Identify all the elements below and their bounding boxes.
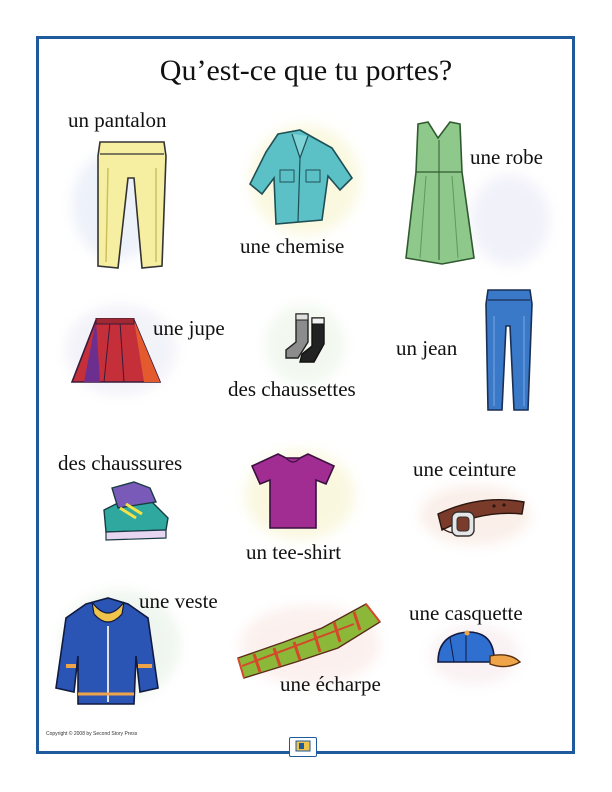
jeans-illustration bbox=[484, 286, 534, 414]
jacket-illustration bbox=[52, 596, 162, 708]
label-jupe: une jupe bbox=[153, 316, 225, 340]
book-icon bbox=[290, 738, 316, 756]
glow-robe bbox=[470, 175, 550, 265]
publisher-logo bbox=[289, 737, 317, 757]
label-chaussettes: des chaussettes bbox=[228, 377, 356, 401]
pants-illustration bbox=[94, 138, 170, 272]
tshirt-illustration bbox=[250, 450, 336, 532]
label-pantalon: un pantalon bbox=[68, 108, 167, 132]
shoes-illustration bbox=[98, 480, 172, 544]
label-echarpe: une écharpe bbox=[280, 672, 381, 696]
label-veste: une veste bbox=[139, 589, 218, 613]
label-ceinture: une ceinture bbox=[413, 457, 517, 481]
socks-illustration bbox=[282, 312, 334, 366]
shirt-illustration bbox=[248, 128, 356, 228]
label-teeshirt: un tee-shirt bbox=[246, 540, 342, 564]
label-jean: un jean bbox=[396, 336, 458, 360]
scarf-illustration bbox=[234, 600, 382, 682]
dress-illustration bbox=[402, 120, 476, 266]
cap-illustration bbox=[430, 630, 522, 674]
poster-title: Qu’est-ce que tu portes? bbox=[159, 54, 453, 87]
label-robe: une robe bbox=[470, 145, 543, 169]
label-casquette: une casquette bbox=[409, 601, 523, 625]
copyright-text: Copyright © 2008 by Second Story Press bbox=[46, 731, 138, 737]
label-chemise: une chemise bbox=[240, 234, 345, 258]
skirt-illustration bbox=[70, 318, 162, 390]
label-chaussures: des chaussures bbox=[58, 451, 183, 475]
belt-illustration bbox=[432, 488, 528, 542]
